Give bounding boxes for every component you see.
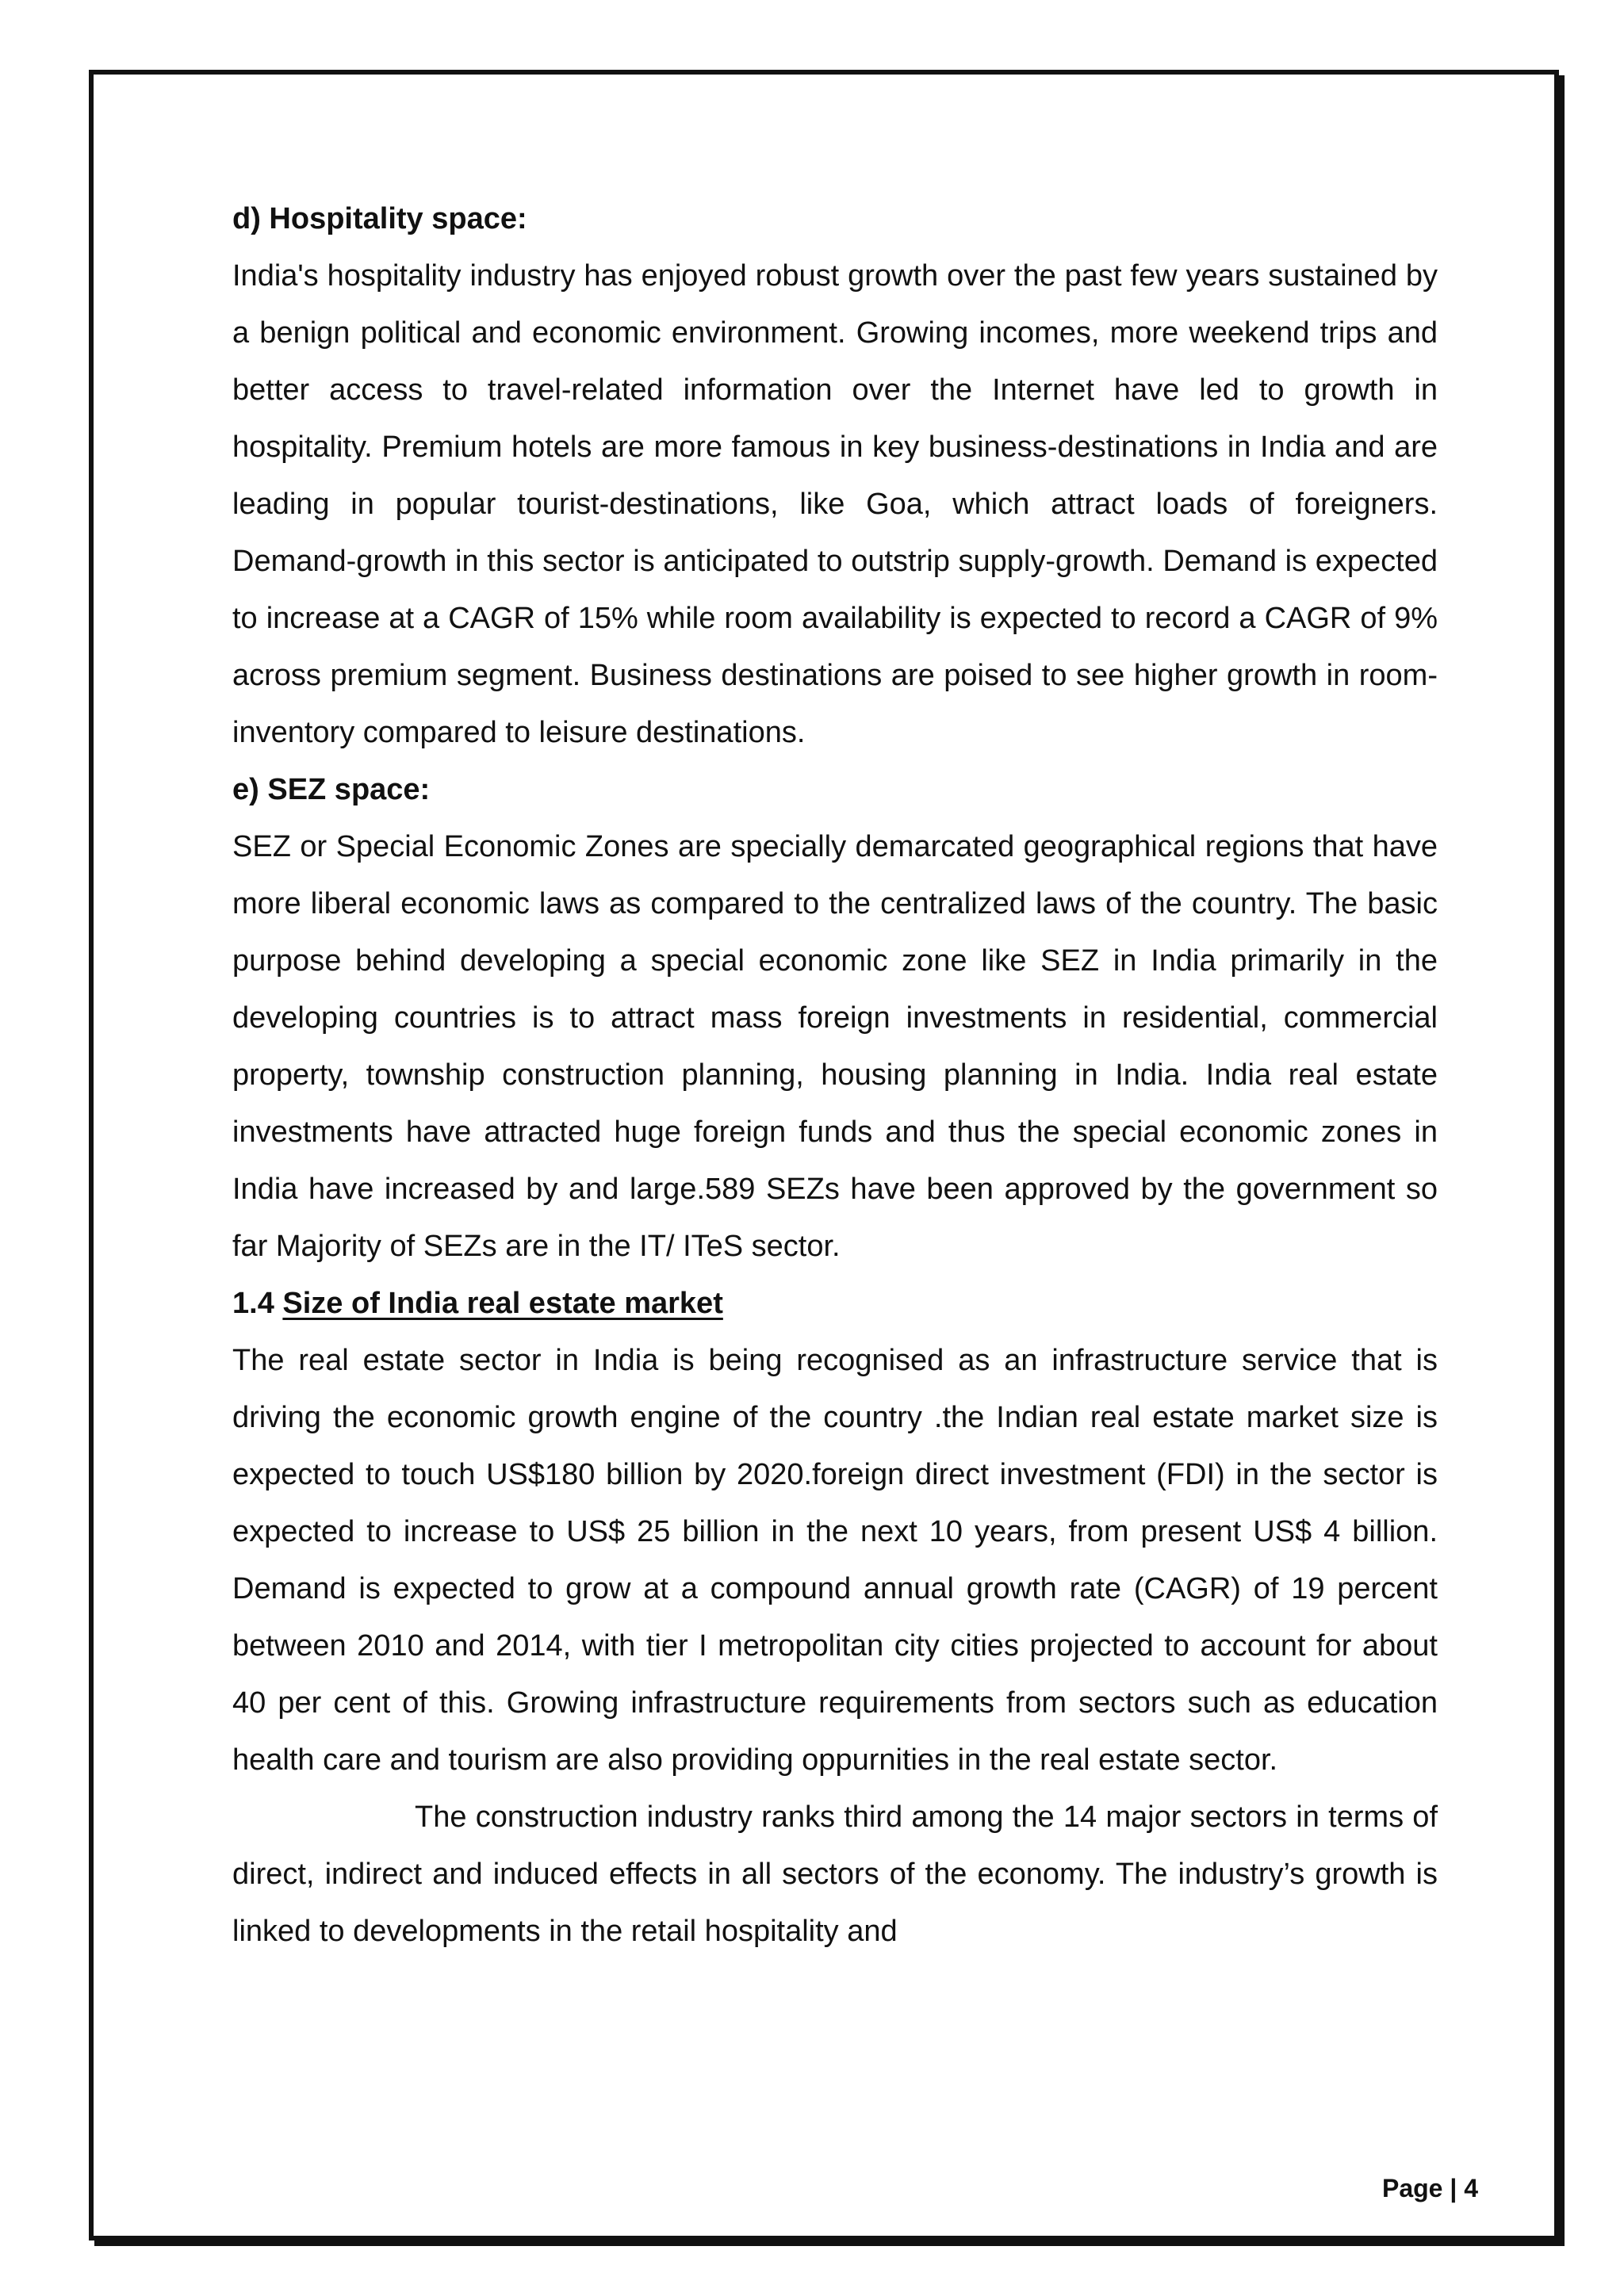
heading-hospitality-space: d) Hospitality space: (232, 202, 527, 235)
paragraph-construction-industry: The construction industry ranks third among the 14 major sectors in terms of direct, indirect and induced effects in all sectors of the economy. The industry’s growth is linked to developments in the retail hospitality and (232, 1800, 1438, 1948)
heading-sez-space: e) SEZ space: (232, 773, 431, 806)
heading-size-of-market (232, 1275, 1438, 1332)
section-number: 1.4 (232, 1287, 274, 1320)
page-number: Page | 4 (1381, 2174, 1478, 2202)
paragraph-market-size: The real estate sector in India is being recognised as an infrastructure service that is driving the economic growth engine of the country .the Indian real estate market size is expected to touch US$180 billion by 2020.foreign direct investment (FDI) in the sector is expected to increase to US$ 25 billion in the next 10 years, from present US$ 4 billion. Demand is expected to grow at a compound annual growth rate (CAGR) of 19 percent between 2010 and 2014, with tier I metropolitan city cities projected to account for about 40 per cent of this. Growing infrastructure requirements from sectors such as education health care and tourism are also providing oppurnities in the real estate sector. (232, 1344, 1438, 1777)
document-body (232, 190, 1438, 1960)
paragraph-hospitality: India's hospitality industry has enjoyed robust growth over the past few years sustained by a benign political and economic environment. Growing incomes, more weekend trips and better access to travel-related information over the Internet have led to growth in hospitality. Premium hotels are more famous in key business-destinations in India and are leading in popular tourist-destinations, like Goa, which attract loads of foreigners. Demand-growth in this sector is anticipated to outstrip supply-growth. Demand is expected to increase at a CAGR of 15% while room availability is expected to record a CAGR of 9% across premium segment. Business destinations are poised to see higher growth in room-inventory compared to leisure destinations. (232, 259, 1438, 749)
section-title: Size of India real estate market (282, 1287, 723, 1320)
paragraph-sez: SEZ or Special Economic Zones are specially demarcated geographical regions that have more liberal economic laws as compared to the centralized laws of the country. The basic purpose behind developing a special economic zone like SEZ in India primarily in the developing countries is to attract mass foreign investments in residential, commercial property, township construction planning, housing planning in India. India real estate investments have attracted huge foreign funds and thus the special economic zones in India have increased by and large.589 SEZs have been approved by the government so far Majority of SEZs are in the IT/ ITeS sector. (232, 830, 1438, 1263)
